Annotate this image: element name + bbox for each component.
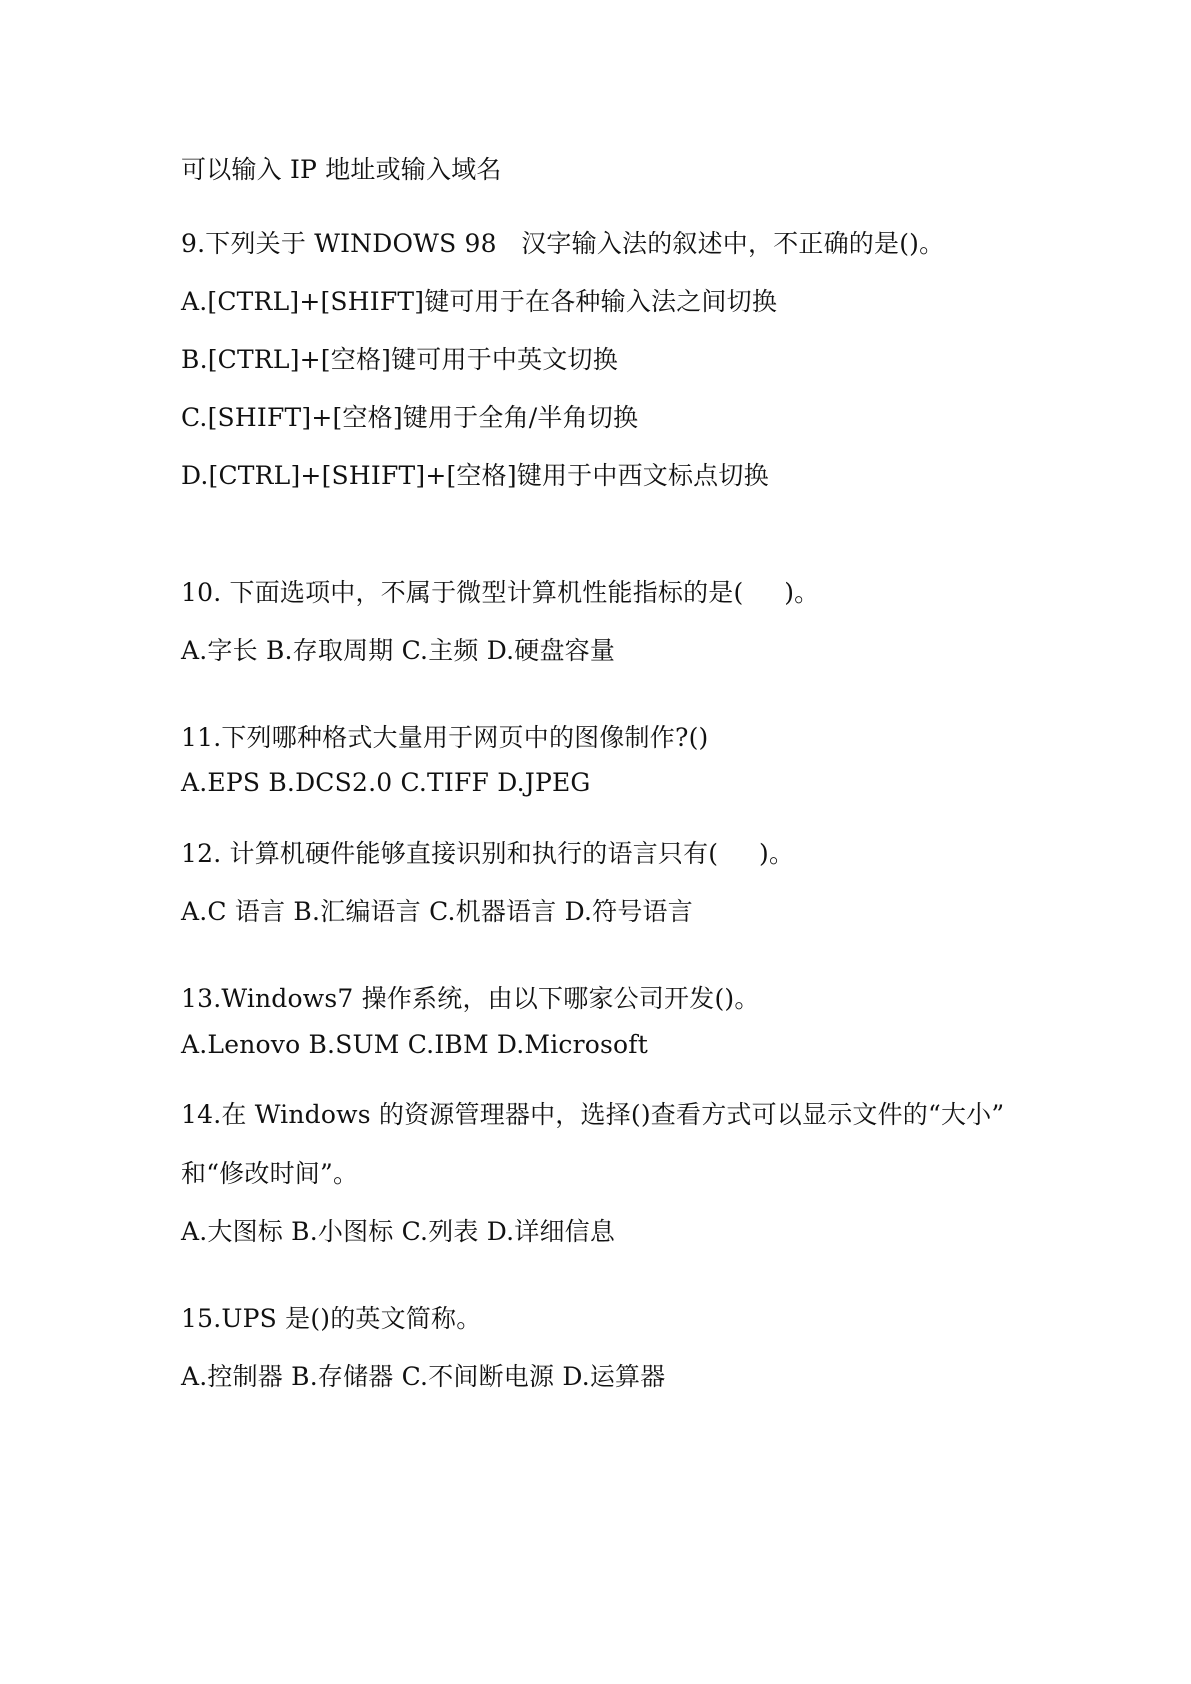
text-line-answer-note: 可以输入 IP 地址或输入域名 [181,155,502,184]
question-9-option-d: D.[CTRL]+[SHIFT]+[空格]键用于中西文标点切换 [181,461,769,490]
question-14-options: A.大图标 B.小图标 C.列表 D.详细信息 [181,1217,616,1246]
question-14: 14.在 Windows 的资源管理器中，选择()查看方式可以显示文件的“大小” [181,1100,1005,1129]
question-13-options: A.Lenovo B.SUM C.IBM D.Microsoft [181,1030,648,1059]
question-10: 10. 下面选项中，不属于微型计算机性能指标的是( )。 [181,578,820,607]
question-11-options: A.EPS B.DCS2.0 C.TIFF D.JPEG [181,768,591,797]
question-14-continued: 和“修改时间”。 [181,1159,359,1188]
question-9-option-b: B.[CTRL]+[空格]键可用于中英文切换 [181,345,618,374]
question-15: 15.UPS 是()的英文简称。 [181,1304,482,1333]
question-11: 11.下列哪种格式大量用于网页中的图像制作?() [181,723,709,752]
question-15-options: A.控制器 B.存储器 C.不间断电源 D.运算器 [181,1362,666,1391]
question-12-options: A.C 语言 B.汇编语言 C.机器语言 D.符号语言 [181,897,693,926]
question-12: 12. 计算机硬件能够直接识别和执行的语言只有( )。 [181,839,795,868]
question-9-option-c: C.[SHIFT]+[空格]键用于全角/半角切换 [181,403,639,432]
question-10-options: A.字长 B.存取周期 C.主频 D.硬盘容量 [181,636,616,665]
question-9-option-a: A.[CTRL]+[SHIFT]键可用于在各种输入法之间切换 [181,287,778,316]
question-9: 9.下列关于 WINDOWS 98 汉字输入法的叙述中，不正确的是()。 [181,229,945,258]
question-13: 13.Windows7 操作系统，由以下哪家公司开发()。 [181,984,760,1013]
